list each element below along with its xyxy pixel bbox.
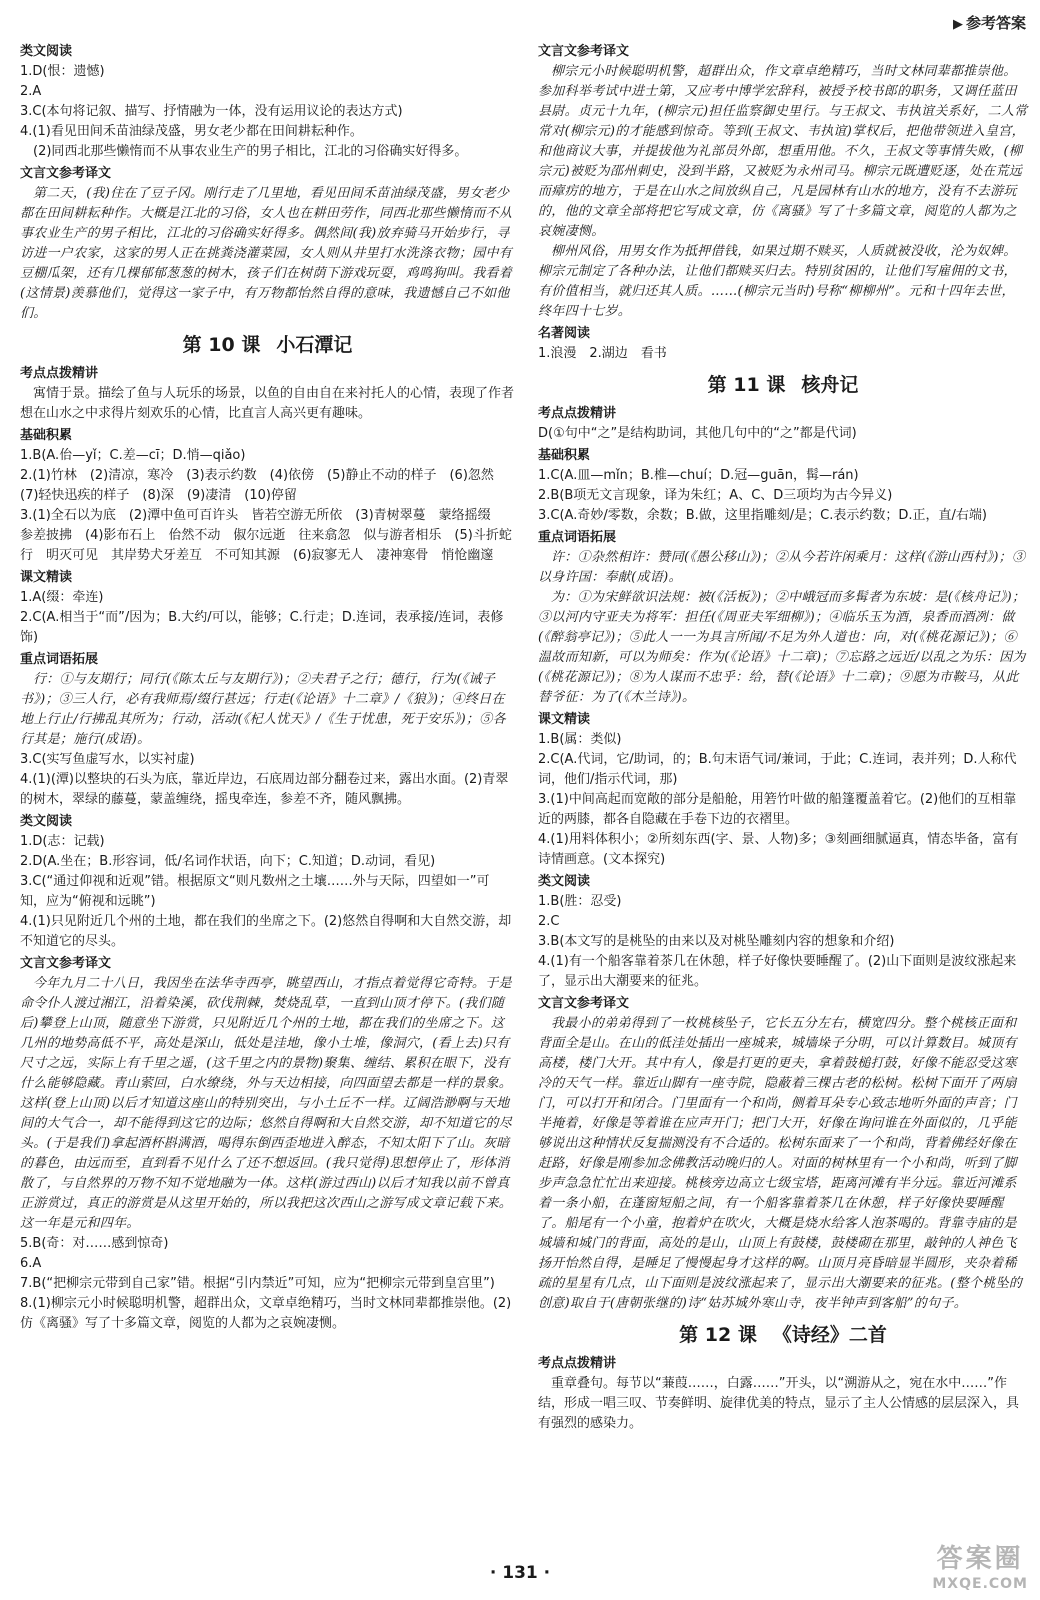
answer-line: 3.C(实写鱼虚写水，以实衬虚) <box>20 752 195 767</box>
answer-line: 2.A <box>20 84 42 99</box>
section-heading: 基础积累 <box>538 448 591 463</box>
page-number: · 131 · <box>489 1563 551 1583</box>
lesson-number: 第 12 课 <box>679 1324 757 1346</box>
answer-line: 3.(1)全石以为底 (2)潭中鱼可百许头 皆若空游无所依 (3)青树翠蔓 蒙络摇缀 参差披拂 (4)影布石上 佁然不动 俶尔远逝 往来翕忽 似与游者相乐 (5)斗折蛇行 明灭可见 其岸势犬牙差互 不可知其源 (6)寂寥无人 凄神寒骨 悄怆幽邃 <box>20 508 512 563</box>
watermark-url: MXQE.COM <box>932 1576 1028 1592</box>
answer-line: 3.(1)中间高起而宽敞的部分是船舱，用箬竹叶做的船篷覆盖着它。(2)他们的互相靠近的两膝，都各自隐藏在手卷下边的衣褶里。 <box>538 792 1017 827</box>
answer-line: 5.B(奇：对……感到惊奇) <box>20 1236 169 1251</box>
section-heading: 类文阅读 <box>20 44 73 59</box>
site-watermark <box>932 1544 1028 1594</box>
translation-paragraph: 许：①杂然相许：赞同(《愚公移山》)；②从今若许闲乘月：这样(《游山西村》)；③以身许国：奉献(成语)。 <box>538 550 1026 585</box>
answer-line: 3.C(本句将记叙、描写、抒情融为一体，没有运用议论的表达方式) <box>20 104 403 119</box>
answer-line: 2.(1)竹林 (2)清凉，寒冷 (3)表示约数 (4)依傍 (5)静止不动的样子 (6)忽然 (7)轻快迅疾的样子 (8)深 (9)凄清 (10)停留 <box>20 468 507 503</box>
section-heading: 类文阅读 <box>20 814 73 829</box>
section-heading: 文言文参考译文 <box>538 996 630 1011</box>
translation-paragraph: 柳宗元小时候聪明机警，超群出众，作文章卓绝精巧，当时文林同辈都推崇他。参加科举考试中进士第，又应考中博学宏辞科，被授予校书郎的职务，又调任蓝田县尉。贞元十九年，(柳宗元)担任监察御史里行。与王叔文、韦执谊关系好，二人常常对(柳宗元)的才能感到惊奇。等到(王叔文、韦执谊)掌权后，把他带领进入皇宫，和他商议大事，并提拔他为礼部员外郎，想重用他。不久，王叔文等事情失败，(柳宗元)被贬为邵州刺史，没到半路，又被贬为永州司马。柳宗元既遭贬逐，处在荒远而瘴疠的地方，于是在山水之间放纵自己，凡是园林有山水的地方，没有不去游玩的，他的文章全部将把它写成文章，仿《离骚》写了十多篇文章，阅览的人都为之哀婉凄恻。 <box>538 64 1028 239</box>
answer-line: 2.C <box>538 914 560 929</box>
section-heading: 考点点拨精讲 <box>538 406 617 421</box>
lesson-title <box>538 1322 1028 1348</box>
translation-paragraph: 为：①为宋鲜欲识法规：被(《活板》)；②中峨冠而多髯者为东坡：是(《核舟记》)；③以河内守亚夫为将军：担任(《周亚夫军细柳》)；④临乐玉为酒，泉香而酒冽：做(《醉翁亭记》)；⑤此人一一为具言所闻/不足为外人道也：向，对(《桃花源记》)；⑥温故而知新，可以为师矣：作为(《论语》十二章)；⑦忘路之远近/以乱之为乐：因为(《桃花源记》)；⑧为人谋而不忠乎：给，替(《论语》十二章)；⑨愿为市鞍马，从此替爷征：为了(《木兰诗》)。 <box>538 590 1026 705</box>
lesson-name: 小石潭记 <box>276 334 353 356</box>
answer-line: 6.A <box>20 1256 42 1271</box>
answer-line: 3.B(本文写的是桃坠的由来以及对桃坠雕刻内容的想象和介绍) <box>538 934 895 949</box>
answer-line: 7.B(“把柳宗元带到自己家”错。根据“引内禁近”可知，应为“把柳宗元带到皇宫里”) <box>20 1276 495 1291</box>
answer-line: 4.(1)看见田间禾苗油绿茂盛，男女老少都在田间耕耘种作。 <box>20 124 363 139</box>
answer-line: 1.D(恨：遗憾) <box>20 64 105 79</box>
section-heading: 文言文参考译文 <box>538 44 630 59</box>
answer-line: 2.D(A.坐在；B.形容词，低/名词作状语，向下；C.知道；D.动词，看见) <box>20 854 436 869</box>
answer-line: 1.C(A.皿—mǐn；B.椎—chuí；D.冠—guān，髯—rán) <box>538 468 859 483</box>
translation-paragraph: 今年九月二十八日，我因坐在法华寺西亭，眺望西山，才指点着觉得它奇特。于是命令仆人渡过湘江，沿着染溪，砍伐荆棘，焚烧乱草，一直到山顶才停下。(我们随后)攀登上山顶，随意坐下游赏，只见附近几个州的土地，都在我们的坐席之下。这几州的地势高低不平，高处是深山，低处是洼地，像小土堆，像洞穴，(看上去)只有尺寸之远，实际上有千里之遥，(这千里之内的景物)聚集、缠结、累积在眼下，没有什么能够隐藏。青山萦回，白水缭绕，外与天边相接，向四面望去都是一样的景象。这样(登上山顶)以后才知道这座山的特别突出，与小土丘不一样。辽阔浩渺啊与天地间的大气合一，却不能得到这它的边际；悠然自得啊和大自然交游，却不知道它的尽头。(于是我们)拿起酒杯斟满酒，喝得东倒西歪地进入醉态，不知太阳下了山。灰暗的暮色，由远而至，直到看不见什么了还不想返回。(我只觉得)思想停止了，形体消散了，与自然界的万物不知不觉地融为一体。这样(游过西山)以后才知我以前不曾真正游赏过，真正的游赏是从这里开始的，所以我把这次西山之游写成文章记载下来。这一年是元和四年。 <box>20 976 513 1231</box>
watermark-logo-text: 答案圈 <box>936 1544 1024 1574</box>
right-column <box>538 40 1028 1434</box>
answer-line: 4.(1)有一个船客靠着茶几在休憩，样子好像快要睡醒了。(2)山下面则是波纹涨起来了，显示出大潮要来的征兆。 <box>538 954 1017 989</box>
answer-line: 2.C(A.相当于“而”/因为；B.大约/可以，能够；C.行走；D.连词，表承接/连词，表修饰) <box>20 610 504 645</box>
lesson-number: 第 11 课 <box>707 374 786 396</box>
section-heading: 基础积累 <box>20 428 73 443</box>
section-heading: 课文精读 <box>538 712 591 727</box>
left-column <box>20 40 515 1334</box>
section-heading: 类文阅读 <box>538 874 591 889</box>
answer-line: 4.(1)(潭)以整块的石头为底，靠近岸边，石底周边部分翻卷过来，露出水面。(2)青翠的树木，翠绿的藤蔓，蒙盖缠绕，摇曳牵连，参差不齐，随风飘拂。 <box>20 772 509 807</box>
answer-line: 1.B(属：类似) <box>538 732 622 747</box>
answer-line: 4.(1)用料体积小；②所刻东西(字、景、人物)多；③刻画细腻逼真，情态毕备，富有诗情画意。(文本探究) <box>538 832 1019 867</box>
section-heading: 重点词语拓展 <box>538 530 617 545</box>
section-heading: 重点词语拓展 <box>20 652 99 667</box>
section-header <box>953 12 1026 33</box>
section-heading: 课文精读 <box>20 570 73 585</box>
answer-line: 1.D(志：记载) <box>20 834 105 849</box>
answer-line: 1.B(胜：忍受) <box>538 894 622 909</box>
translation-paragraph: 行：①与友期行；同行(《陈太丘与友期行》)；②夫君子之行；德行，行为(《诫子书》)；③三人行，必有我师焉/缀行甚远；行走(《论语》十二章》/《狼》)；④终日在地上行止/行拂乱其所为；行动，活动(《杞人忧天》/《生于忧患，死于安乐》)；⑤各行其是；施行(成语)。 <box>20 672 506 747</box>
answer-line: 3.C(“通过仰视和近观”错。根据原文“则凡数州之土壤……外与天际，四望如一”可知，应为“俯视和远眺”) <box>20 874 490 909</box>
answer-line: 寓情于景。描绘了鱼与人玩乐的场景，以鱼的自由自在来衬托人的心情，表现了作者想在山水之中求得片刻欢乐的心情，比直言人高兴更有趣味。 <box>20 386 515 421</box>
answer-line: 2.B(B项无文言现象，译为朱红；A、C、D三项均为古今异义) <box>538 488 893 503</box>
answer-line: 重章叠句。每节以“蒹葭……，白露……”开头，以“溯游从之，宛在水中……”作结，形成一唱三叹、节奏鲜明、旋律优美的特点，显示了主人公情感的层层深入，具有强烈的感染力。 <box>538 1376 1020 1431</box>
answer-line: 1.B(A.佁—yǐ；C.差—cī；D.悄—qiǎo) <box>20 448 246 463</box>
answer-line: 8.(1)柳宗元小时候聪明机警，超群出众，文章卓绝精巧，当时文林同辈都推崇他。(2)仿《离骚》写了十多篇文章，阅览的人都为之哀婉凄恻。 <box>20 1296 512 1331</box>
section-heading: 考点点拨精讲 <box>538 1356 617 1371</box>
translation-paragraph: 第二天，(我)住在了豆子冈。刚行走了几里地，看见田间禾苗油绿茂盛，男女老少都在田间耕耘种作。大概是江北的习俗，女人也在耕田劳作，同西北那些懒惰而不从事农业生产的男子相比，江北的习俗确实好得多。偶然间(我)放弃骑马开始步行，寻访进一户农家，这家的男人正在挑粪浇灌菜园，女人则从井里打水洗涤衣物；园中有豆棚瓜架，还有几棵郁郁葱葱的树木，孩子们在树荫下游戏玩耍，鸡鸣狗叫。我看着(这情景)羡慕他们，觉得这一家子中，有万物都怡然自得的意味，我遗憾自己不如他们。 <box>20 186 513 321</box>
answer-line: 4.(1)只见附近几个州的土地，都在我们的坐席之下。(2)悠然自得啊和大自然交游，却不知道它的尽头。 <box>20 914 512 949</box>
section-heading: 名著阅读 <box>538 326 591 341</box>
translation-paragraph: 柳州风俗，用男女作为抵押借钱，如果过期不赎买，人质就被没收，沦为奴婢。柳宗元制定了各种办法，让他们都赎买归去。特别贫困的，让他们写雇佣的文书，有价值相当，就归还其人质。……(柳宗元当时)号称“柳柳州”。元和十四年去世，终年四十七岁。 <box>538 244 1017 319</box>
answer-line: 1.A(缀：牵连) <box>20 590 104 605</box>
lesson-title <box>538 372 1028 398</box>
lesson-name: 《诗经》二首 <box>772 1324 887 1346</box>
answer-line: 2.C(A.代词，它/助词，的；B.句末语气词/兼词，于此；C.连词，表并列；D.人称代词，他们/指示代词，那) <box>538 752 1017 787</box>
section-heading: 文言文参考译文 <box>20 166 112 181</box>
translation-paragraph: 我最小的弟弟得到了一枚桃核坠子，它长五分左右，横宽四分。整个桃核正面和背面全是山。在山的低洼处插出一座城来，城墙垛子分明，可以计算数目。城顶有高楼，楼门大开。其中有人，像是打更的更夫，拿着鼓槌打鼓，好像不能忍受这寒冷的天气一样。靠近山脚有一座寺院，隐蔽着三棵古老的松树。松树下面开了两扇门，可以打开和闭合。门里面有一个和尚，侧着耳朵专心致志地听外面的声音；门半掩着，好像是等着谁在应声开门；把门大开，好像在询问谁在外面似的，几乎能够说出这种情状反复揣测没有不合适的。松树东面来了一个和尚，背着佛经好像在赶路，好像是刚参加念佛教活动晚归的人。对面的树林里有一个小和尚，听到了脚步声急急忙忙出来迎接。桃核旁边高立七级宝塔，距离河滩有半分远。靠近河滩系着一条小船，在蓬窗短船之间，有一个船客靠着茶几在休憩，样子好像快要睡醒了。船尾有一个小童，抱着炉在吹火，大概是烧水给客人泡茶喝的。背靠寺庙的是城墙和城门的背面，高处的是山，山顶上有鼓楼，鼓楼砌在那里，敲钟的人神色飞扬开怡然自得，是睡足了慢慢起身才这样的啊。山顶月亮昏暗显半圆形，夹杂着稀疏的星星有几点，山下面则是波纹涨起来了，显示出大潮要来的征兆。(整个桃坠的创意)取自于(唐朝张继的)诗“姑苏城外寒山寺，夜半钟声到客船”的句子。 <box>538 1016 1023 1311</box>
lesson-title <box>20 332 515 358</box>
section-heading: 考点点拨精讲 <box>20 366 99 381</box>
lesson-number: 第 10 课 <box>182 334 261 356</box>
answer-line: D(①句中“之”是结构助词，其他几句中的“之”都是代词) <box>538 426 857 441</box>
lesson-name: 核舟记 <box>801 374 859 396</box>
header-label: 参考答案 <box>965 14 1026 32</box>
answer-line: 1.浪漫 2.湖边 看书 <box>538 346 667 361</box>
section-heading: 文言文参考译文 <box>20 956 112 971</box>
triangle-icon: ▶ <box>952 17 963 32</box>
answer-line: 3.C(A.奇妙/零数，余数；B.做，这里指雕刻/是；C.表示约数；D.正，直/右端) <box>538 508 987 523</box>
answer-line: (2)同西北那些懒惰而不从事农业生产的男子相比，江北的习俗确实好得多。 <box>33 144 468 159</box>
